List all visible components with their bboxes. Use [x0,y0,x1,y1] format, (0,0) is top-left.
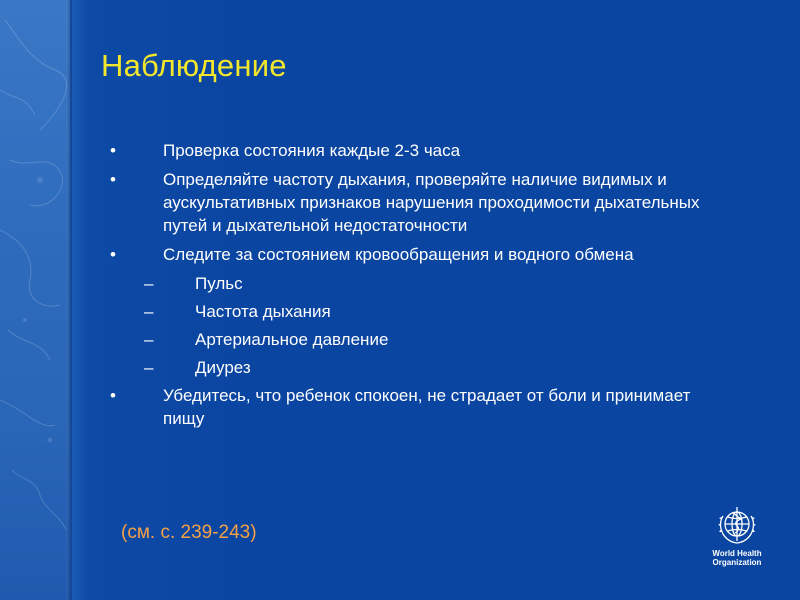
who-emblem-icon [715,502,759,546]
sub-bullet-text: Пульс [195,274,243,293]
bullet-text: Убедитесь, что ребенок спокоен, не страдает от боли и принимает пищу [163,386,691,428]
who-logo [703,502,771,567]
map-pattern-decoration [0,0,70,600]
sub-bullet-text: Частота дыхания [195,302,331,321]
dash-marker: – [144,330,154,349]
bullet-text: Проверка состояния каждые 2-3 часа [163,141,461,160]
bullet-item [110,384,710,430]
bullet-marker: • [110,170,116,189]
bullet-text: Определяйте частоту дыхания, проверяйте наличие видимых и аускультативных признаков нарушения проходимости дыхательных путей и дыхательной недостаточности [163,170,700,235]
bullet-item [110,168,710,237]
bullet-list [110,139,710,436]
sub-bullet-item [110,328,710,351]
sub-bullet-item [110,356,710,379]
bullet-marker: • [110,141,116,160]
logo-line-2: Organization [712,558,762,567]
dash-marker: – [144,302,154,321]
sub-bullet-text: Артериальное давление [195,330,389,349]
logo-line-1: World Health [712,549,762,558]
page-reference: (см. с. 239-243) [121,522,257,543]
dash-marker: – [144,274,154,293]
sub-bullet-text: Диурез [195,358,251,377]
slide-title: Наблюдение [101,48,287,83]
bullet-marker: • [110,386,116,405]
left-band-edge [66,0,72,600]
sub-bullet-item [110,272,710,295]
bullet-item [110,243,710,266]
logo-caption [703,549,771,567]
bullet-item [110,139,710,162]
sub-bullet-item [110,300,710,323]
bullet-marker: • [110,245,116,264]
dash-marker: – [144,358,154,377]
bullet-text: Следите за состоянием кровообращения и водного обмена [163,245,634,264]
